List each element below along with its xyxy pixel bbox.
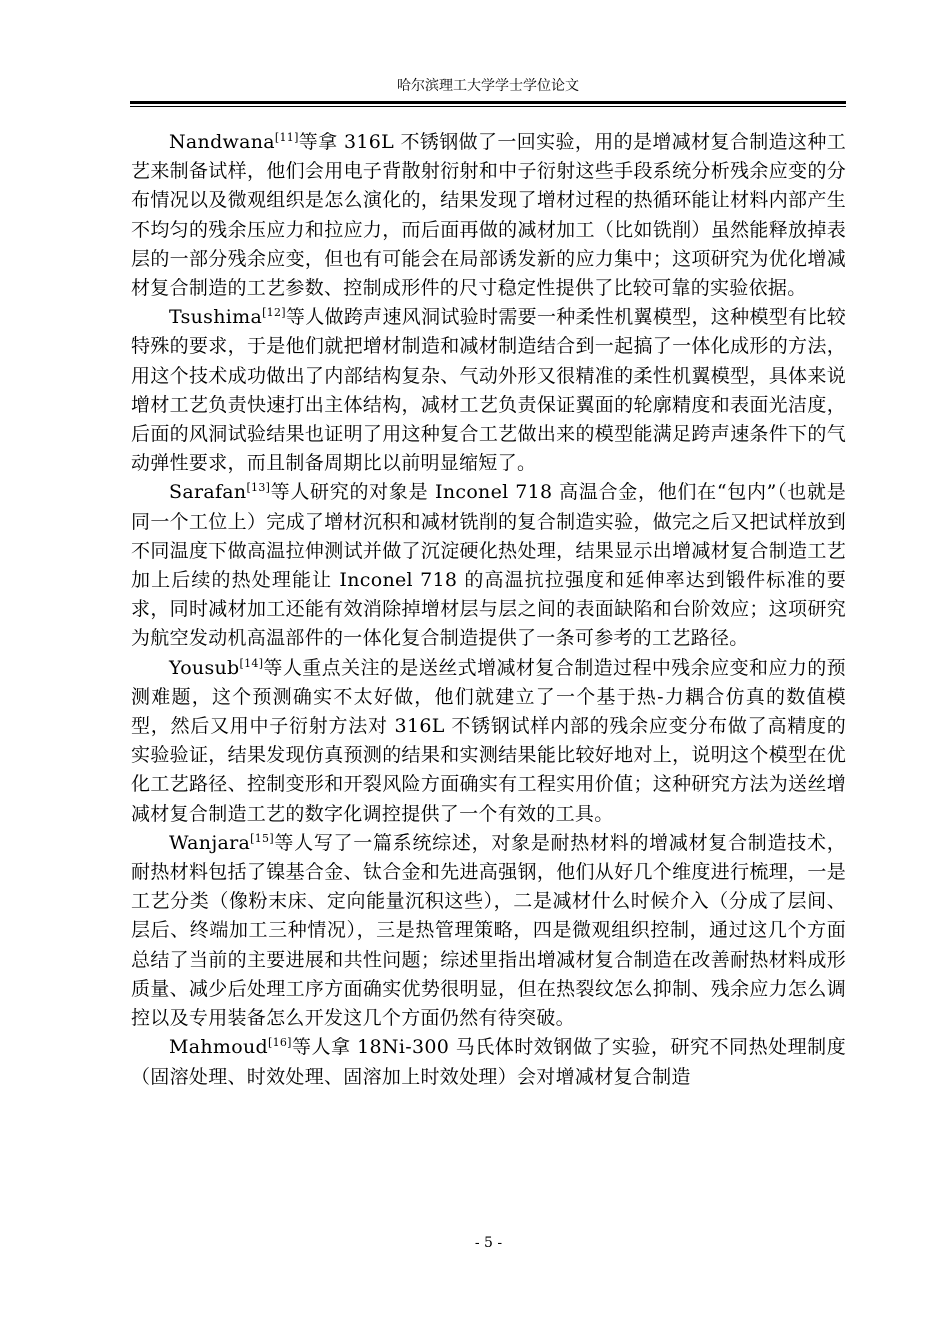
- citation-ref: [14]: [239, 656, 264, 670]
- paragraph-sarafan: [131, 478, 846, 653]
- paragraph-text: 等拿 316L 不锈钢做了一回实验，用的是增减材复合制造这种工艺来制备试样，他们会用电子背散射衍射和中子衍射这些手段系统分析残余应变的分布情况以及微观组织是怎么演化的，结果发现了增材过程的热循环能让材料内部产生不均匀的残余压应力和拉应力，而后面再做的减材加工（比如铣削）虽然能释放掉表层的一部分残余应变，但也有可能会在局部诱发新的应力集中；这项研究为优化增减材复合制造的工艺参数、控制成形件的尺寸稳定性提供了比较可靠的实验依据。: [131, 131, 846, 300]
- author-name: Yousub: [169, 656, 240, 679]
- paragraph-text: 等人拿 18Ni-300 马氏体时效钢做了实验，研究不同热处理制度（固溶处理、时效处理、固溶加上时效处理）会对增减材复合制造: [131, 1036, 846, 1088]
- header-rule-thin: [130, 106, 846, 107]
- citation-ref: [16]: [267, 1036, 292, 1050]
- paragraph-mahmoud: [131, 1033, 846, 1091]
- citation-ref: [11]: [274, 131, 299, 144]
- author-name: Mahmoud: [169, 1036, 268, 1059]
- citation-ref: [12]: [262, 306, 286, 320]
- paragraph-text: 等人重点关注的是送丝式增减材复合制造过程中残余应变和应力的预测难题，这个预测确实不太好做，他们就建立了一个基于热-力耦合仿真的数值模型，然后又用中子衍射方法对 316L 不锈钢试样内部的残余应变分布做了高精度的实验验证，结果发现仿真预测的结果和实测结果能比较好地对上，说明这个模型在优化工艺路径、控制变形和开裂风险方面确实有工程实用价值；这种研究方法为送丝增减材复合制造工艺的数字化调控提供了一个有效的工具。: [131, 656, 846, 825]
- paragraph-wanjara: [131, 829, 846, 1033]
- citation-ref: [13]: [246, 481, 271, 495]
- author-name: Nandwana: [169, 131, 275, 153]
- running-header: 哈尔滨理工大学学士学位论文: [397, 78, 579, 94]
- citation-ref: [15]: [250, 831, 274, 845]
- paragraph-text: 等人写了一篇系统综述，对象是耐热材料的增减材复合制造技术，耐热材料包括了镍基合金、钛合金和先进高强钢，他们从好几个维度进行梳理，一是工艺分类（像粉末床、定向能量沉积这些），二是减材什么时候介入（分成了层间、层后、终端加工三种情况），三是热管理策略，四是微观组织控制，通过这几个方面总结了当前的主要进展和共性问题；综述里指出增减材复合制造在改善耐热材料成形质量、减少后处理工序方面确实优势很明显，但在热裂纹怎么抑制、残余应力怎么调控以及专用装备怎么开发这几个方面仍然有待突破。: [131, 831, 846, 1030]
- paragraph-text: 等人研究的对象是 Inconel 718 高温合金，他们在“包内”（也就是同一个工位上）完成了增材沉积和减材铣削的复合制造实验，做完之后又把试样放到不同温度下做高温拉伸测试并做了沉淀硬化热处理，结果显示出增减材复合制造工艺加上后续的热处理能让 Inconel 718 的高温抗拉强度和延伸率达到锻件标准的要求，同时减材加工还能有效消除掉增材层与层之间的表面缺陷和台阶效应；这项研究为航空发动机高温部件的一体化复合制造提供了一条可参考的工艺路径。: [131, 481, 846, 650]
- paragraph-nandwana: [131, 128, 846, 303]
- body-text: [131, 128, 846, 1092]
- author-name: Sarafan: [169, 481, 247, 504]
- header-rule-thick: [130, 101, 846, 104]
- author-name: Wanjara: [169, 831, 251, 854]
- author-name: Tsushima: [169, 306, 263, 329]
- paragraph-tsushima: [131, 303, 846, 478]
- paragraph-yousub: [131, 654, 846, 829]
- page-number: - 5 -: [474, 1235, 503, 1251]
- paragraph-text: 等人做跨声速风洞试验时需要一种柔性机翼模型，这种模型有比较特殊的要求，于是他们就把增材制造和减材制造结合到一起搞了一体化成形的方法，用这个技术成功做出了内部结构复杂、气动外形又很精准的柔性机翼模型，具体来说增材工艺负责快速打出主体结构，减材工艺负责保证翼面的轮廓精度和表面光洁度，后面的风洞试验结果也证明了用这种复合工艺做出来的模型能满足跨声速条件下的气动弹性要求，而且制备周期比以前明显缩短了。: [131, 306, 846, 475]
